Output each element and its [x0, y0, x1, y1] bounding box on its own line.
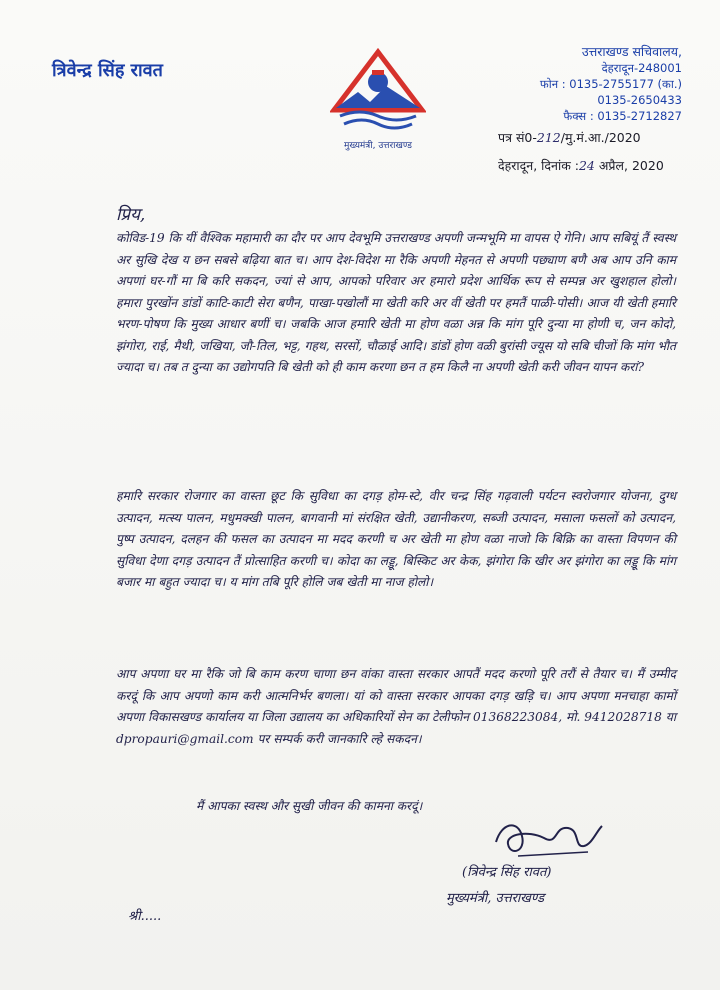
date-value: 24 [578, 158, 595, 173]
phone-line-2: 0135-2650433 [597, 93, 682, 107]
phone-line-1: फोन : 0135-2755177 (का.) [539, 77, 682, 91]
paragraph-4: मैं आपका स्वस्थ और सुखी जीवन की कामना करदूं। [196, 799, 423, 813]
letter-number-suffix: /मु.मं.आ./2020 [560, 130, 641, 145]
signatory-title: मुख्यमंत्री, उत्तराखण्ड [446, 891, 545, 906]
letter-date [498, 152, 698, 180]
signatory-name: (त्रिवेन्द्र सिंह रावत) [462, 865, 552, 880]
address-line-2: देहरादून-248001 [601, 61, 682, 75]
letterhead-address [482, 44, 682, 124]
letter-number-value: 212 [536, 130, 561, 145]
paragraph-3: आप अपणा घर मा रैकि जो बि काम करण चाणा छन वांका वास्ता सरकार आपतैं मदद करणो पूरि तरौं से तैयार च। मैं उम्मीद करदूं कि आप अपणो काम करी आत्मनिर्भर बणला। यां को वास्ता सरकार आपका दगड़ खड़ि च। आप अपणा मनचाहा कामों अपणा विकासखण्ड कार्यालय या जिला उद्यालय का अधिकारियों सेन का टेलीफोन 01368223084, मो. 9412028718 या dpropauri@gmail.com पर सम्पर्क करी जानकारि ल्हे सकदन। [116, 667, 676, 746]
date-prefix: देहरादून, दिनांक : [498, 158, 579, 173]
emblem-caption: मुख्यमंत्री, उत्तराखण्ड [344, 141, 412, 151]
fax-line: फैक्स : 0135-2712827 [563, 109, 682, 123]
date-suffix: अप्रैल, 2020 [598, 158, 664, 173]
letter-number [498, 124, 698, 152]
address-line-1: उत्तराखण्ड सचिवालय, [581, 44, 682, 59]
recipient-line: श्री..... [128, 909, 162, 924]
paragraph-2: हमारि सरकार रोजगार का वास्ता छूट कि सुविधा का दगड़ होम-स्टे, वीर चन्द्र सिंह गढ़वाली पर्यटन स्वरोजगार योजना, दुग्ध उत्पादन, मत्स्य पालन, मधुमक्खी पालन, बागवानी मां संरक्षित खेती, उद्यानीकरण, सब्जी उत्पादन, मसाला फसलों को उत्पादन, पुष्प उत्पादन, दलहन की फसल का उत्पादन मा मदद करणी च अर खेती मा होण वळा नाजो कि बिक्रि का वास्ता विपणन की सुविधा देणा दगड़ उत्पादन तैं प्रोत्साहित करणी च। कोदा का लड्डू, बिस्किट अर केक, झंगोरा कि खीर अर झंगोरा का लड्डू कि मांग बजार मा बहुत ज्यादा च। य मांग तबि पूरि होलि जब खेती मा नाज होलो। [116, 489, 676, 589]
uttarakhand-emblem-icon [330, 48, 426, 132]
salutation: प्रिय, [116, 205, 146, 225]
letter-number-prefix: पत्र सं0- [498, 130, 537, 145]
paragraph-1: कोविड-19 कि यीं वैश्विक महामारी का दौर पर आप देवभूमि उत्तराखण्ड अपणी जन्मभूमि मा वापस ऐ गेनि। आप सबियूं तैं स्वस्थ अर सुखि देख य छन सबसे बढ़िया बात च। आप देश-विदेश मा रैकि अपणी मेहनत से अपणी पछ्याण बणै अब आप उनि काम अपणां घर-गौं मा बि करि सकदन, ज्यां से आप, आपको परिवार अर हमारो प्रदेश आर्थिक रूप से सम्पन्न अर खुशहाल होलो। हमारा पुरखोंन डांडों काटि-काटी सेरा बणैन, पाखा-पखोलौं मा खेती करि अर वीं खेती पर हमतैं पाळी-पोसी। आज यी खेती हमारि भरण-पोषण कि मुख्य आधार बणीं च। जबकि आज हमारि खेती मा होण वळा अन्न कि मांग पूरि दुन्या मा होणी च, जन कोदो, झंगोरा, राई, मैथी, जखिया, जौ-तिल, भट्ट, गहथ, सरसों, चौळाई आदि। डांडों होण वळी बुरांसी ज्यूस यो सबि चीजों कि मांग भौत ज्यादा च। तब त दुन्या का उद्योगपति बि खेती को ही काम करणा छन त हम किलै ना अपणी खेती करी जीवन यापन करां? [116, 231, 676, 374]
signature-icon [488, 812, 608, 864]
letter-reference [498, 124, 698, 180]
letterhead-name: त्रिवेन्द्र सिंह रावत [52, 60, 163, 81]
